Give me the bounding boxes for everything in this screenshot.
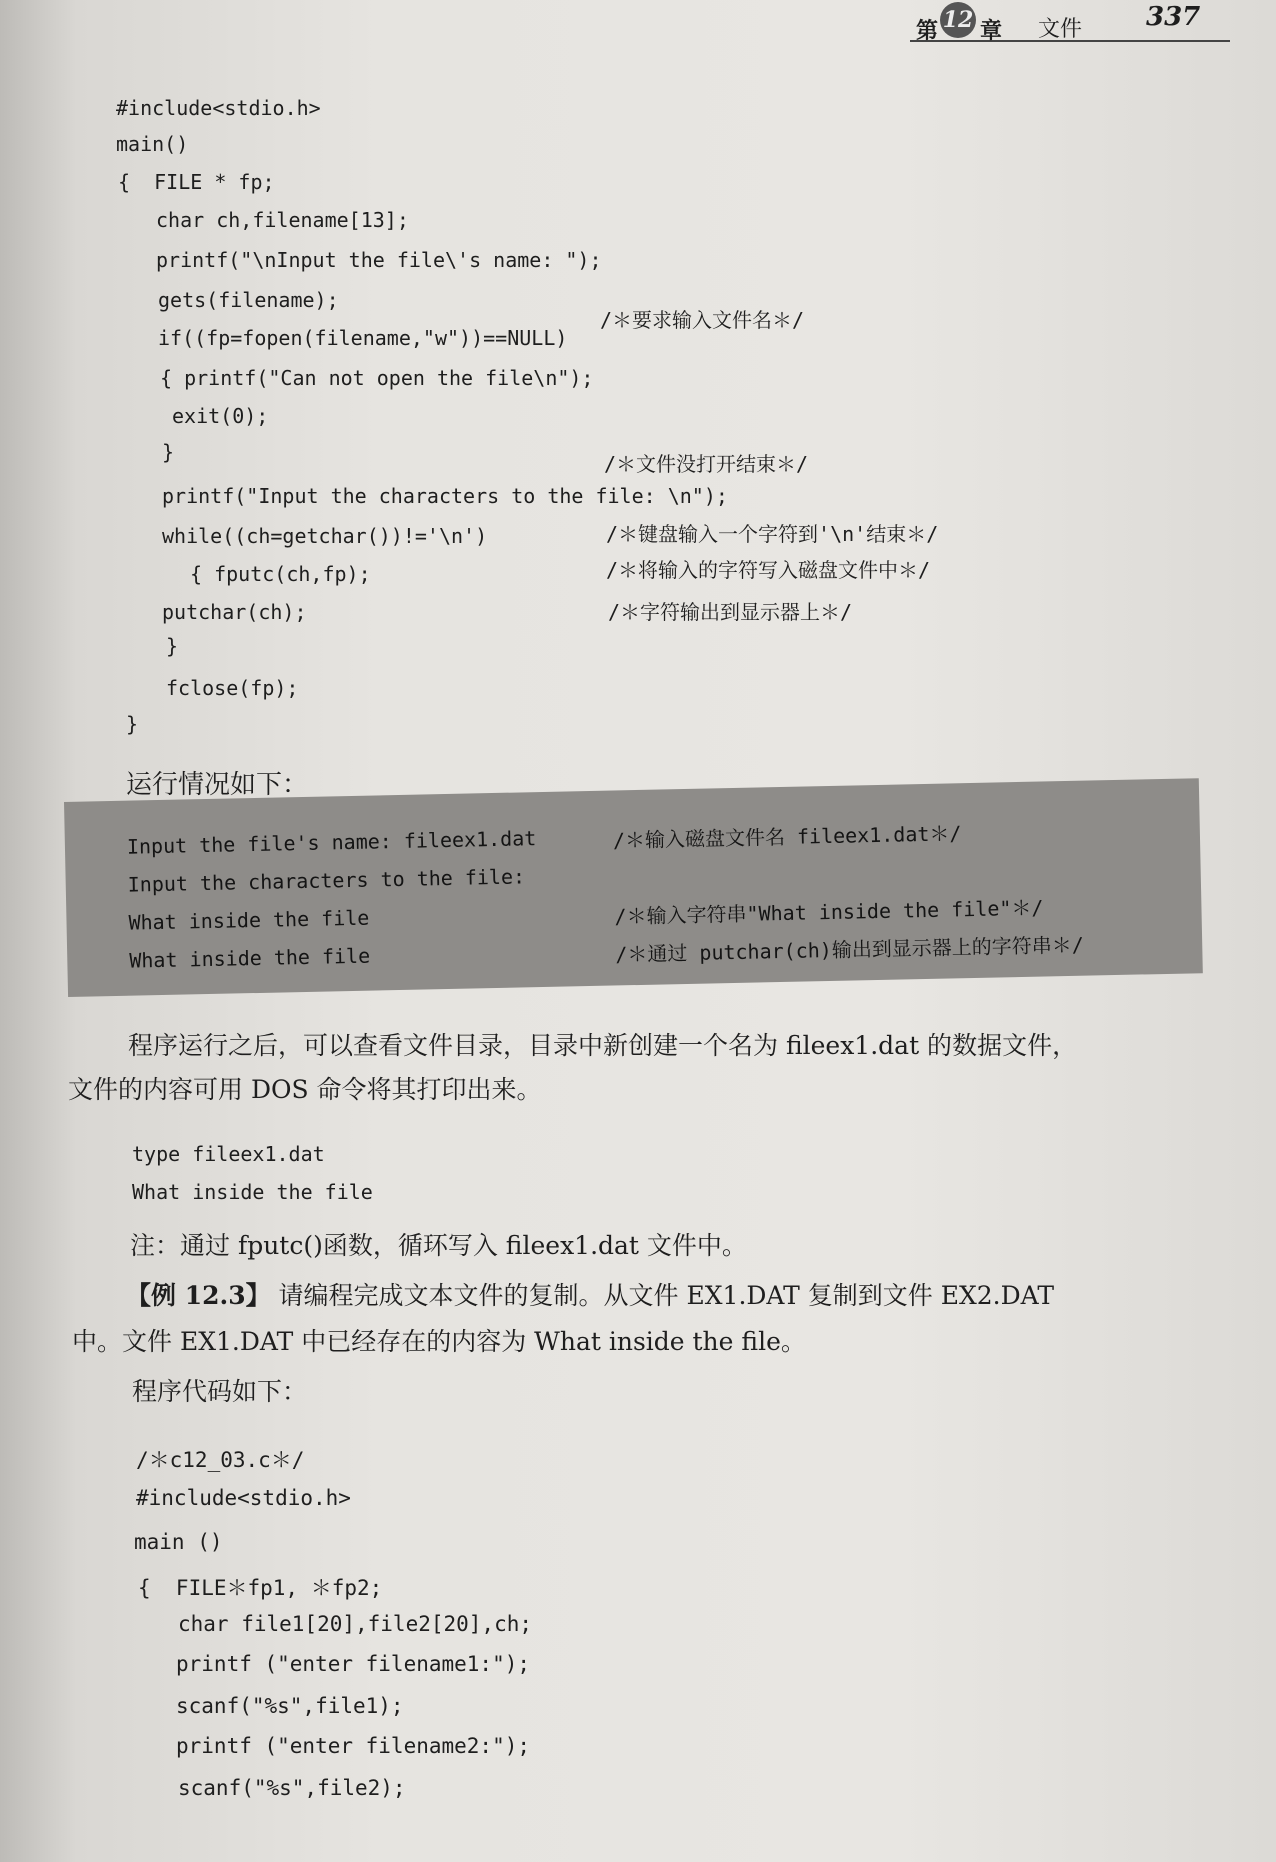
paragraph-line: 中。文件 EX1.DAT 中已经存在的内容为 What inside the file。 [72, 1327, 806, 1356]
chapter-number-badge: 12 [940, 2, 976, 38]
code-comment: /＊键盘输入一个字符到'\n'结束＊/ [606, 522, 939, 546]
code-line: printf ("enter filename2:"); [176, 1734, 531, 1758]
code-intro: 程序代码如下： [132, 1377, 308, 1406]
code-comment: /＊将输入的字符写入磁盘文件中＊/ [606, 558, 931, 582]
code-line: } [166, 634, 179, 658]
code-line: char ch,filename[13]; [156, 208, 409, 232]
code-comment: /＊文件没打开结束＊/ [604, 452, 809, 476]
code-line: main() [116, 132, 189, 156]
example-heading [126, 1276, 1054, 1312]
page-header [910, 0, 1230, 42]
code-line: #include<stdio.h> [116, 96, 321, 120]
code-line: exit(0); [172, 404, 269, 428]
code-comment: /＊要求输入文件名＊/ [600, 308, 805, 332]
code-line: while((ch=getchar())!='\n') [162, 524, 488, 548]
example-text: 请编程完成文本文件的复制。从文件 EX1.DAT 复制到文件 EX2.DAT [270, 1281, 1054, 1310]
code-line: } [162, 440, 175, 464]
code-listing-1 [0, 0, 1276, 736]
code-line: char file1[20],file2[20],ch; [178, 1612, 533, 1636]
code-line: } [126, 712, 139, 736]
note-text: 注：通过 fputc()函数，循环写入 fileex1.dat 文件中。 [130, 1231, 747, 1260]
code-line: { fputc(ch,fp); [190, 562, 371, 586]
code-comment: /＊字符输出到显示器上＊/ [608, 600, 853, 624]
page-number: 337 [1146, 2, 1201, 32]
chapter-title: 文件 [1038, 17, 1083, 42]
code-line: { printf("Can not open the file\n"); [160, 366, 594, 390]
code-line: #include<stdio.h> [136, 1486, 351, 1510]
example-label: 【例 12.3】 [126, 1281, 271, 1310]
code-line: scanf("%s",file2); [178, 1776, 406, 1800]
code-line: if((fp=fopen(filename,"w"))==NULL) [158, 326, 568, 350]
code-line: scanf("%s",file1); [176, 1694, 404, 1718]
code-line: printf ("enter filename1:"); [176, 1652, 531, 1676]
paragraph-line: 程序运行之后，可以查看文件目录，目录中新创建一个名为 fileex1.dat 的数据文件， [128, 1031, 1078, 1060]
code-line: printf("\nInput the file\'s name: "); [156, 248, 602, 272]
run-output-box [64, 778, 1203, 997]
code-line: fclose(fp); [166, 676, 299, 700]
output-line: Input the file's name: fileex1.dat [126, 826, 537, 859]
output-comment: /＊通过 putchar(ch)输出到显示器上的字符串＊/ [615, 932, 1085, 967]
code-line: putchar(ch); [162, 600, 307, 624]
output-line: Input the characters to the file: [127, 864, 526, 897]
output-comment: /＊输入字符串"What inside the file"＊/ [614, 895, 1044, 929]
output-comment: /＊输入磁盘文件名 fileex1.dat＊/ [612, 821, 962, 853]
run-heading: 运行情况如下： [126, 770, 309, 800]
code-line: { FILE * fp; [118, 170, 275, 194]
code-line: main () [134, 1530, 223, 1554]
output-line: What inside the file [128, 905, 370, 935]
chapter-prefix: 第 [916, 18, 939, 44]
dos-output: What inside the file [132, 1180, 373, 1204]
chapter-suffix: 章 [980, 18, 1003, 44]
code-line: printf("Input the characters to the file: \n"); [162, 484, 728, 508]
paragraph-line: 文件的内容可用 DOS 命令将其打印出来。 [68, 1075, 542, 1104]
code-line: { FILE＊fp1, ＊fp2; [138, 1576, 383, 1600]
dos-command: type fileex1.dat [132, 1142, 325, 1166]
code-line: gets(filename); [158, 288, 339, 312]
code-line: /＊c12_03.c＊/ [136, 1448, 305, 1472]
output-line: What inside the file [129, 943, 371, 973]
